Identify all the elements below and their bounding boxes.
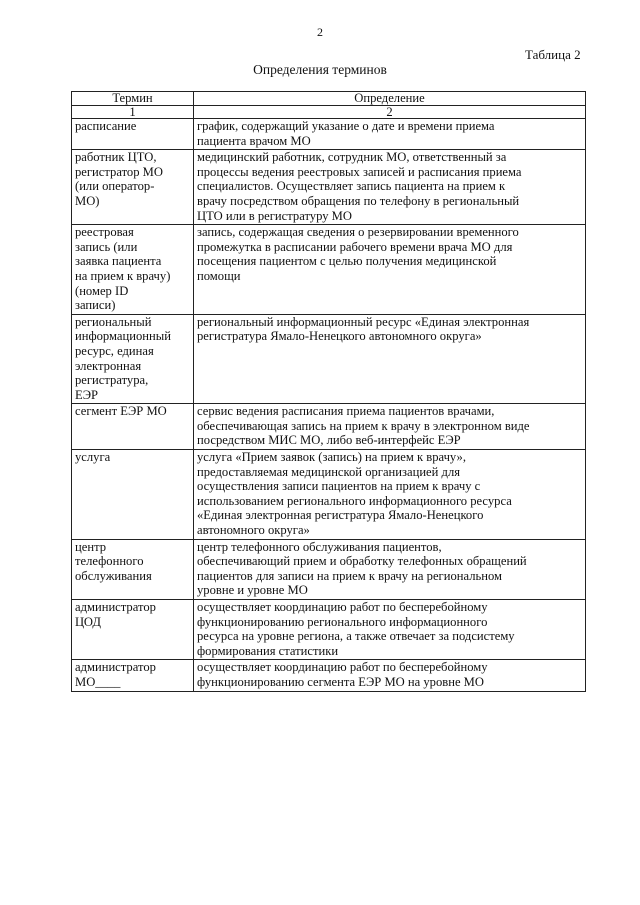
definition-cell: региональный информационный ресурс «Единая электронная регистратура Ямало-Ненецкого автономного округа» xyxy=(194,314,586,404)
term-cell: реестровая запись (или заявка пациента на прием к врачу) (номер ID записи) xyxy=(72,225,194,315)
table-row xyxy=(72,660,586,691)
term-cell: услуга xyxy=(72,450,194,540)
table-row xyxy=(72,404,586,450)
table-row xyxy=(72,119,586,150)
term-cell: администратор МО____ xyxy=(72,660,194,691)
table-label: Таблица 2 xyxy=(525,47,581,62)
table-row xyxy=(72,539,586,599)
term-cell: расписание xyxy=(72,119,194,150)
table-title: Определения терминов xyxy=(253,62,387,77)
definition-cell: центр телефонного обслуживания пациентов, обеспечивающий прием и обработку телефонных обращений пациентов для записи на прием к врачу на региональном уровне и уровне МО xyxy=(194,539,586,599)
terms-table xyxy=(71,91,586,692)
table-row xyxy=(72,314,586,404)
table-row xyxy=(72,225,586,315)
header-term: Термин xyxy=(72,92,194,106)
term-cell: региональный информационный ресурс, единая электронная регистратура, ЕЭР xyxy=(72,314,194,404)
definition-cell: сервис ведения расписания приема пациентов врачами, обеспечивающая запись на прием к врачу в электронном виде посредством МИС МО, либо веб-интерфейс ЕЭР xyxy=(194,404,586,450)
column-number-2: 2 xyxy=(194,106,586,119)
definition-cell: медицинский работник, сотрудник МО, ответственный за процессы ведения реестровых записей и расписания приема специалистов. Осуществляет запись пациента на прием к врачу посредством обращения по телефону в региональный ЦТО или в регистратуру МО xyxy=(194,150,586,225)
table-row xyxy=(72,150,586,225)
table-row xyxy=(72,450,586,540)
term-cell: сегмент ЕЭР МО xyxy=(72,404,194,450)
term-cell: работник ЦТО, регистратор МО (или оператор- МО) xyxy=(72,150,194,225)
term-cell: центр телефонного обслуживания xyxy=(72,539,194,599)
definition-cell: услуга «Прием заявок (запись) на прием к врачу», предоставляемая медицинской организацией для осуществления записи пациентов на прием к врачу с использованием регионального информационного ресурса «Единая электронная регистратура Ямало-Ненецкого автономного округа» xyxy=(194,450,586,540)
column-number-1: 1 xyxy=(72,106,194,119)
page-number: 2 xyxy=(317,25,323,39)
term-cell: администратор ЦОД xyxy=(72,600,194,660)
header-definition: Определение xyxy=(194,92,586,106)
column-number-row xyxy=(72,106,586,119)
definition-cell: осуществляет координацию работ по бесперебойному функционированию регионального информационного ресурса на уровне региона, а также отвечает за подсистему формирования статистики xyxy=(194,600,586,660)
definition-cell: осуществляет координацию работ по бесперебойному функционированию сегмента ЕЭР МО на уровне МО xyxy=(194,660,586,691)
definition-cell: запись, содержащая сведения о резервировании временного промежутка в расписании рабочего времени врача МО для посещения пациентом с целью получения медицинской помощи xyxy=(194,225,586,315)
table-row xyxy=(72,600,586,660)
definition-cell: график, содержащий указание о дате и времени приема пациента врачом МО xyxy=(194,119,586,150)
header-row xyxy=(72,92,586,106)
